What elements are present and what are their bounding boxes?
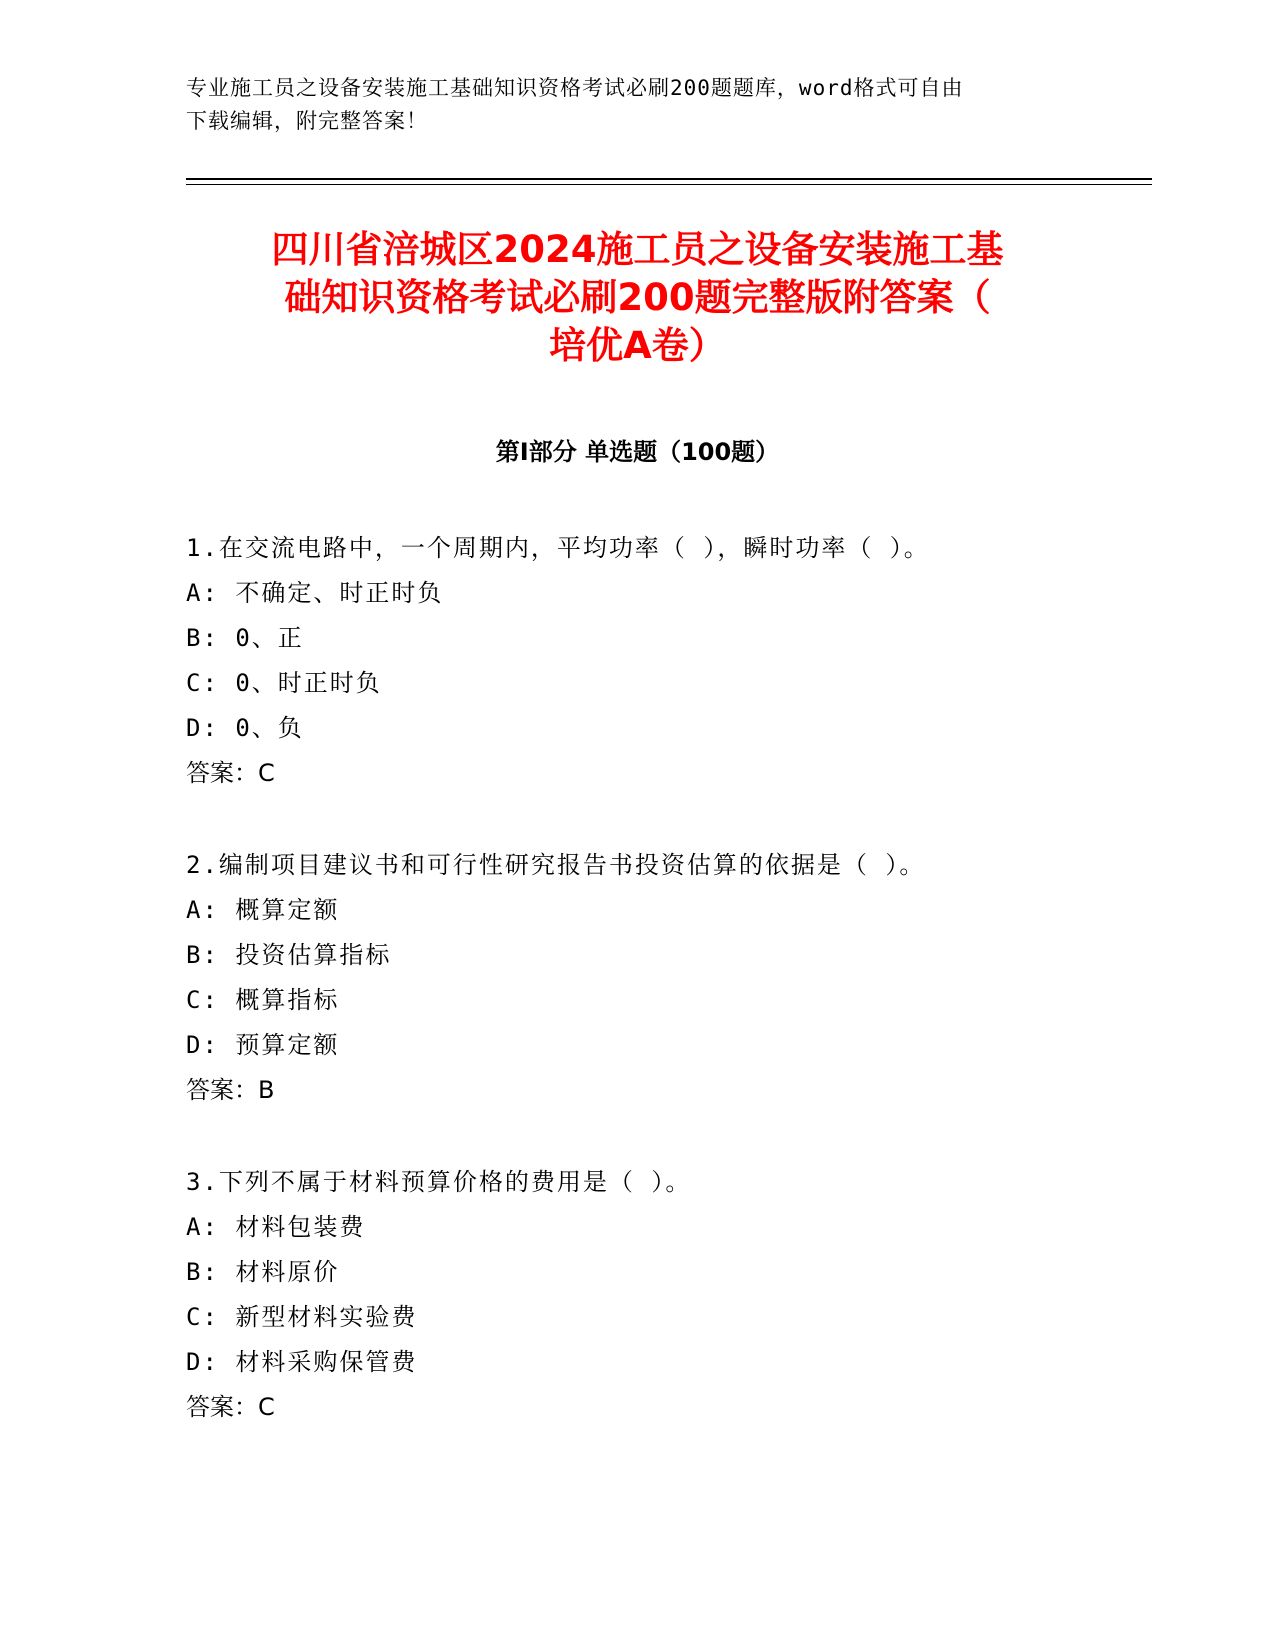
section-heading: 第Ⅰ部分 单选题（100题）: [495, 438, 780, 466]
document-title-line-1: 四川省涪城区2024施工员之设备安装施工基: [271, 228, 1004, 271]
header-divider-thin: [186, 184, 1152, 185]
option-a: A: 材料包装费: [186, 1213, 366, 1241]
option-b: B: 0、正: [186, 624, 304, 652]
option-b: B: 材料原价: [186, 1258, 340, 1286]
option-d: D: 预算定额: [186, 1031, 340, 1059]
header-note: [186, 72, 1086, 138]
header-note-line-1: 专业施工员之设备安装施工基础知识资格考试必刷200题题库，word格式可自由: [186, 76, 964, 100]
question-block: [186, 526, 1166, 796]
option-c: C: 0、时正时负: [186, 669, 382, 697]
document-title-line-2: 础知识资格考试必刷200题完整版附答案（: [284, 276, 991, 319]
question-block: [186, 1160, 1166, 1430]
option-b: B: 投资估算指标: [186, 941, 392, 969]
option-a: A: 不确定、时正时负: [186, 579, 444, 607]
document-title-line-3: 培优A卷）: [549, 324, 726, 367]
answer-line: 答案：C: [186, 1393, 275, 1421]
option-d: D: 材料采购保管费: [186, 1348, 418, 1376]
answer-line: 答案：B: [186, 1076, 275, 1104]
question-stem: 2.编制项目建议书和可行性研究报告书投资估算的依据是（ ）。: [186, 851, 926, 879]
option-c: C: 新型材料实验费: [186, 1303, 418, 1331]
option-c: C: 概算指标: [186, 986, 340, 1014]
header-note-line-2: 下载编辑，附完整答案！: [186, 109, 428, 133]
question-stem: 1.在交流电路中，一个周期内，平均功率（ ），瞬时功率（ ）。: [186, 534, 930, 562]
option-d: D: 0、负: [186, 714, 304, 742]
option-a: A: 概算定额: [186, 896, 340, 924]
header-divider-thick: [186, 178, 1152, 180]
question-stem: 3.下列不属于材料预算价格的费用是（ ）。: [186, 1168, 692, 1196]
document-title: [170, 226, 1105, 370]
question-block: [186, 843, 1166, 1113]
answer-line: 答案：C: [186, 759, 275, 787]
